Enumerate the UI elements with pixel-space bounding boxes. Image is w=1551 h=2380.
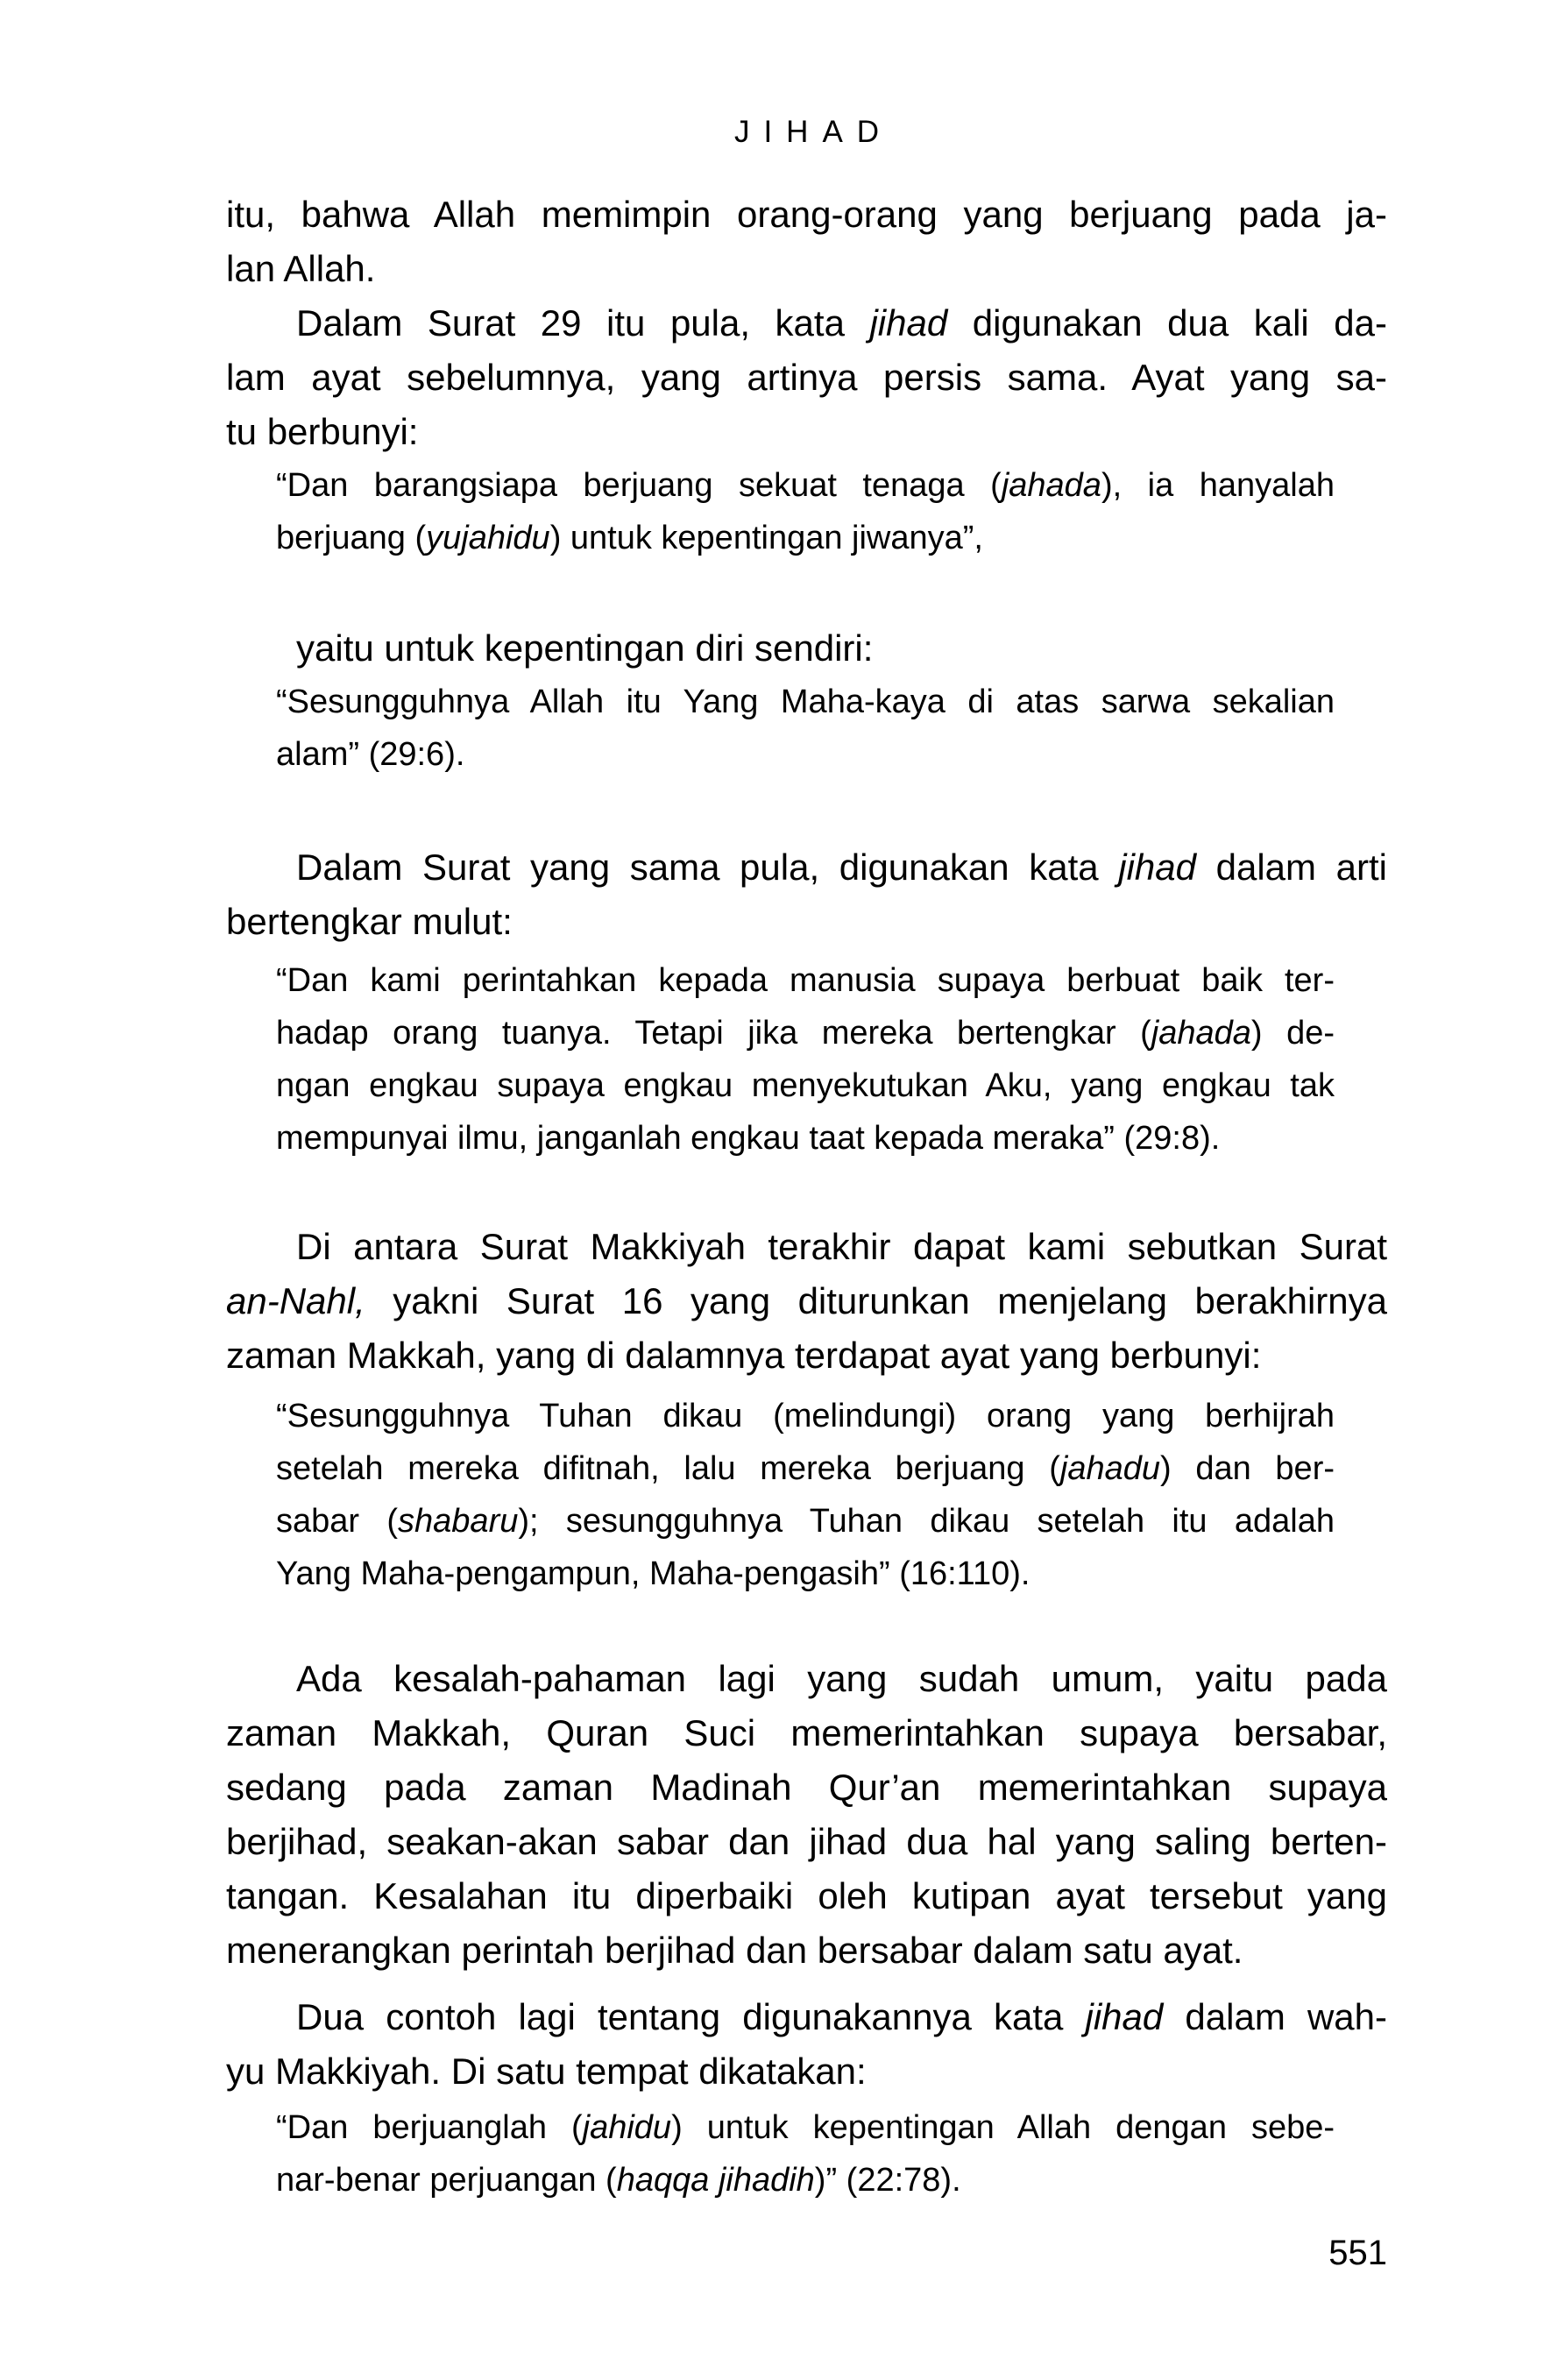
- text-line: [276, 2154, 1335, 2206]
- text-line: [226, 242, 1387, 296]
- paragraph: [226, 1220, 1387, 1383]
- text-segment: “Dan kami perintahkan kepada manusia supaya berbuat baik ter-: [276, 962, 1335, 999]
- quote-block: [226, 1390, 1387, 1600]
- text-segment: Dalam Surat 29 itu pula, kata: [296, 302, 870, 344]
- text-segment: setelah mereka difitnah, lalu mereka berjuang (: [276, 1450, 1060, 1487]
- text-segment: ); sesungguhnya Tuhan dikau setelah itu adalah: [518, 1503, 1335, 1540]
- text-line: [226, 621, 1387, 676]
- text-segment: ) untuk kepentingan jiwanya”,: [549, 520, 983, 556]
- italic-term: jahada: [1001, 467, 1101, 504]
- text-line: [276, 1548, 1335, 1600]
- text-segment: dalam arti: [1196, 846, 1387, 888]
- text-segment: tu berbunyi:: [226, 411, 419, 452]
- text-segment: yu Makkiyah. Di satu tempat dikatakan:: [226, 2051, 867, 2092]
- text-line: [226, 1815, 1387, 1869]
- page-content: [226, 188, 1387, 2206]
- text-segment: ) untuk kepentingan Allah dengan sebe-: [671, 2109, 1335, 2146]
- text-line: [226, 1652, 1387, 1706]
- italic-term: an-Nahl,: [226, 1280, 365, 1321]
- text-segment: )” (22:78).: [814, 2162, 961, 2199]
- text-line: [276, 1059, 1335, 1112]
- text-segment: Dua contoh lagi tentang digunakannya kata: [296, 1996, 1086, 2037]
- text-line: [226, 895, 1387, 949]
- text-segment: zaman Makkah, Quran Suci memerintahkan supaya bersabar,: [226, 1712, 1387, 1753]
- paragraph: [226, 840, 1387, 949]
- text-line: [226, 840, 1387, 895]
- italic-term: shabaru: [398, 1503, 519, 1540]
- italic-term: haqqa jihadih: [616, 2162, 815, 2199]
- text-line: [226, 296, 1387, 351]
- text-line: [276, 728, 1335, 781]
- italic-term: jihad: [1118, 846, 1196, 888]
- text-segment: menerangkan perintah berjihad dan bersabar dalam satu ayat.: [226, 1930, 1243, 1971]
- text-segment: Ada kesalah-pahaman lagi yang sudah umum, yaitu pada: [296, 1658, 1387, 1699]
- text-line: [276, 459, 1335, 512]
- text-segment: tangan. Kesalahan itu diperbaiki oleh kutipan ayat tersebut yang: [226, 1875, 1387, 1916]
- text-line: [226, 1706, 1387, 1760]
- text-line: [226, 1990, 1387, 2044]
- text-segment: yaitu untuk kepentingan diri sendiri:: [296, 627, 874, 669]
- quote-block: [226, 954, 1387, 1165]
- text-segment: “Dan berjuanglah (: [276, 2109, 583, 2146]
- text-segment: nar-benar perjuangan (: [276, 2162, 617, 2199]
- text-line: [276, 954, 1335, 1007]
- text-line: [226, 405, 1387, 459]
- text-segment: bertengkar mulut:: [226, 901, 513, 942]
- quote-block: [226, 676, 1387, 781]
- text-line: [276, 1495, 1335, 1548]
- text-line: [276, 2101, 1335, 2154]
- text-segment: ) dan ber-: [1160, 1450, 1335, 1487]
- paragraph: [226, 621, 1387, 676]
- paragraph: [226, 188, 1387, 296]
- text-line: [226, 1328, 1387, 1383]
- text-segment: “Sesungguhnya Allah itu Yang Maha-kaya di atas sarwa sekalian: [276, 684, 1335, 720]
- text-segment: zaman Makkah, yang di dalamnya terdapat ayat yang berbunyi:: [226, 1335, 1262, 1376]
- text-line: [276, 676, 1335, 728]
- text-segment: berjuang (: [276, 520, 427, 556]
- paragraph: [226, 1652, 1387, 1978]
- text-line: [226, 1869, 1387, 1923]
- text-segment: itu, bahwa Allah memimpin orang-orang yang berjuang pada ja-: [226, 194, 1387, 235]
- text-segment: Di antara Surat Makkiyah terakhir dapat kami sebutkan Surat: [296, 1226, 1387, 1267]
- text-segment: Dalam Surat yang sama pula, digunakan kata: [296, 846, 1119, 888]
- text-segment: sabar (: [276, 1503, 399, 1540]
- text-segment: lan Allah.: [226, 248, 376, 289]
- text-line: [276, 1112, 1335, 1165]
- text-segment: digunakan dua kali da-: [947, 302, 1387, 344]
- text-segment: mempunyai ilmu, janganlah engkau taat kepada meraka” (29:8).: [276, 1120, 1221, 1157]
- text-segment: berjihad, seakan-akan sabar dan jihad dua hal yang saling berten-: [226, 1821, 1387, 1862]
- text-line: [226, 1274, 1387, 1328]
- text-segment: ), ia hanyalah: [1101, 467, 1335, 504]
- italic-term: yujahidu: [426, 520, 550, 556]
- text-segment: hadap orang tuanya. Tetapi jika mereka bertengkar (: [276, 1015, 1151, 1052]
- text-line: [226, 2044, 1387, 2099]
- text-line: [226, 1220, 1387, 1274]
- quote-block: [226, 2101, 1387, 2206]
- text-line: [276, 1442, 1335, 1495]
- text-segment: ngan engkau supaya engkau menyekutukan Aku, yang engkau tak: [276, 1067, 1335, 1104]
- italic-term: jahidu: [582, 2109, 672, 2146]
- text-segment: Yang Maha-pengampun, Maha-pengasih” (16:110).: [276, 1555, 1030, 1592]
- italic-term: jihad: [869, 302, 948, 344]
- paragraph: [226, 296, 1387, 459]
- text-line: [226, 1923, 1387, 1978]
- text-segment: dalam wah-: [1163, 1996, 1387, 2037]
- italic-term: jahadu: [1059, 1450, 1160, 1487]
- text-segment: lam ayat sebelumnya, yang artinya persis sama. Ayat yang sa-: [226, 357, 1387, 398]
- text-line: [276, 1390, 1335, 1442]
- text-segment: sedang pada zaman Madinah Qur’an memerintahkan supaya: [226, 1767, 1387, 1808]
- text-segment: “Sesungguhnya Tuhan dikau (melindungi) orang yang berhijrah: [276, 1398, 1335, 1434]
- italic-term: jahada: [1151, 1015, 1251, 1052]
- page-number: 551: [1328, 2234, 1387, 2272]
- text-line: [226, 1760, 1387, 1815]
- text-line: [276, 1007, 1335, 1059]
- text-segment: “Dan barangsiapa berjuang sekuat tenaga (: [276, 467, 1002, 504]
- text-segment: yakni Surat 16 yang diturunkan menjelang berakhirnya: [365, 1280, 1387, 1321]
- text-segment: alam” (29:6).: [276, 736, 465, 773]
- text-line: [226, 351, 1387, 405]
- text-segment: ) de-: [1250, 1015, 1335, 1052]
- quote-block: [226, 459, 1387, 564]
- text-line: [226, 188, 1387, 242]
- italic-term: jihad: [1085, 1996, 1164, 2037]
- running-header: JIHAD: [733, 115, 894, 149]
- text-line: [276, 512, 1335, 564]
- paragraph: [226, 1990, 1387, 2099]
